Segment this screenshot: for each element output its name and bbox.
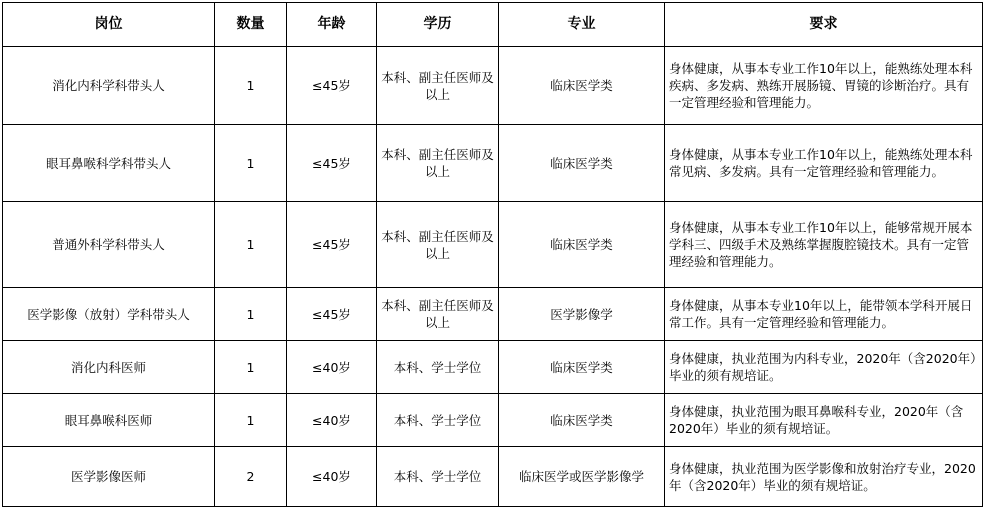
- table-row: [3, 394, 983, 447]
- cell-education: 本科、学士学位: [377, 341, 499, 394]
- cell-education: 本科、副主任医师及以上: [377, 125, 499, 202]
- cell-education: 本科、副主任医师及以上: [377, 288, 499, 341]
- table-row: [3, 341, 983, 394]
- cell-count: 1: [215, 341, 287, 394]
- cell-position: 医学影像医师: [3, 447, 215, 507]
- cell-position: 消化内科医师: [3, 341, 215, 394]
- cell-requirements: 身体健康，从事本专业工作10年以上，能熟练处理本科疾病、多发病、熟练开展肠镜、胃镜的诊断治疗。具有一定管理经验和管理能力。: [665, 47, 983, 125]
- cell-major: 临床医学类: [499, 394, 665, 447]
- cell-requirements: 身体健康，执业范围为眼耳鼻喉科专业，2020年（含2020年）毕业的须有规培证。: [665, 394, 983, 447]
- cell-education: 本科、学士学位: [377, 447, 499, 507]
- header-row: [3, 3, 983, 47]
- cell-age: ≤40岁: [287, 394, 377, 447]
- cell-age: ≤45岁: [287, 202, 377, 288]
- header-requirements: 要求: [665, 3, 983, 47]
- cell-age: ≤45岁: [287, 288, 377, 341]
- header-major: 专业: [499, 3, 665, 47]
- cell-count: 2: [215, 447, 287, 507]
- cell-position: 眼耳鼻喉科学科带头人: [3, 125, 215, 202]
- table-row: [3, 447, 983, 507]
- cell-age: ≤45岁: [287, 125, 377, 202]
- header-age: 年龄: [287, 3, 377, 47]
- cell-major: 临床医学类: [499, 341, 665, 394]
- cell-major: 临床医学类: [499, 47, 665, 125]
- table-row: [3, 47, 983, 125]
- cell-position: 消化内科学科带头人: [3, 47, 215, 125]
- cell-count: 1: [215, 288, 287, 341]
- cell-count: 1: [215, 394, 287, 447]
- cell-education: 本科、副主任医师及以上: [377, 47, 499, 125]
- cell-age: ≤45岁: [287, 47, 377, 125]
- header-position: 岗位: [3, 3, 215, 47]
- cell-major: 临床医学类: [499, 125, 665, 202]
- table-row: [3, 202, 983, 288]
- cell-position: 普通外科学科带头人: [3, 202, 215, 288]
- cell-requirements: 身体健康，执业范围为医学影像和放射治疗专业，2020年（含2020年）毕业的须有规培证。: [665, 447, 983, 507]
- cell-position: 医学影像（放射）学科带头人: [3, 288, 215, 341]
- cell-count: 1: [215, 202, 287, 288]
- header-count: 数量: [215, 3, 287, 47]
- cell-position: 眼耳鼻喉科医师: [3, 394, 215, 447]
- cell-age: ≤40岁: [287, 341, 377, 394]
- cell-requirements: 身体健康，执业范围为内科专业，2020年（含2020年）毕业的须有规培证。: [665, 341, 983, 394]
- cell-major: 临床医学或医学影像学: [499, 447, 665, 507]
- cell-major: 临床医学类: [499, 202, 665, 288]
- cell-education: 本科、学士学位: [377, 394, 499, 447]
- cell-requirements: 身体健康，从事本专业工作10年以上，能熟练处理本科常见病、多发病。具有一定管理经验和管理能力。: [665, 125, 983, 202]
- cell-major: 医学影像学: [499, 288, 665, 341]
- header-education: 学历: [377, 3, 499, 47]
- recruitment-table: [2, 2, 983, 507]
- cell-age: ≤40岁: [287, 447, 377, 507]
- cell-count: 1: [215, 47, 287, 125]
- cell-count: 1: [215, 125, 287, 202]
- cell-education: 本科、副主任医师及以上: [377, 202, 499, 288]
- table-row: [3, 288, 983, 341]
- table-row: [3, 125, 983, 202]
- cell-requirements: 身体健康，从事本专业工作10年以上，能够常规开展本学科三、四级手术及熟练掌握腹腔镜技术。具有一定管理经验和管理能力。: [665, 202, 983, 288]
- cell-requirements: 身体健康，从事本专业10年以上，能带领本学科开展日常工作。具有一定管理经验和管理能力。: [665, 288, 983, 341]
